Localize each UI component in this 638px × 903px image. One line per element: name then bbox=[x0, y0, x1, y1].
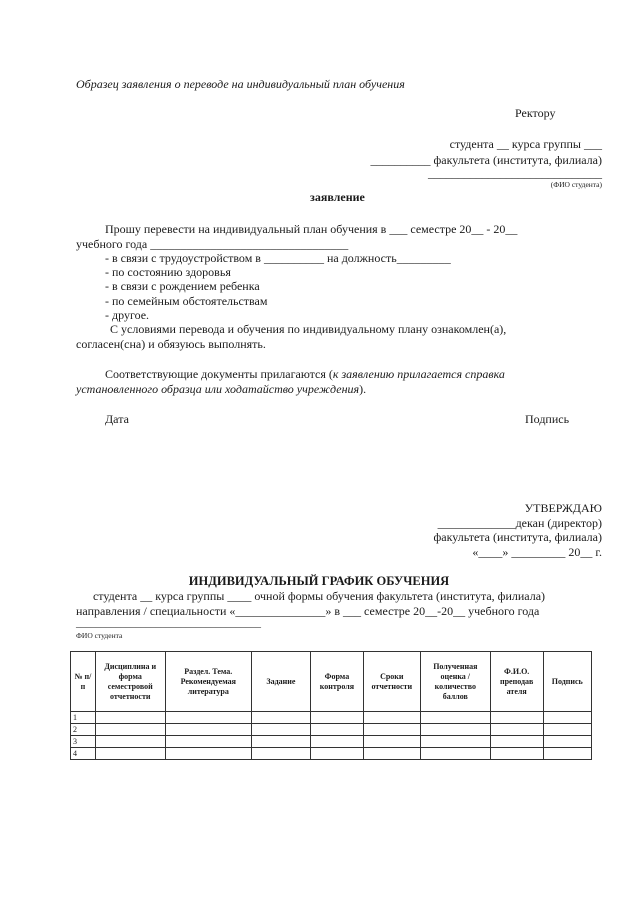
addressee-student-line: студента __ курса группы ___ bbox=[449, 137, 602, 151]
request-line-2: учебного года _________________________________ bbox=[76, 237, 349, 251]
sample-title: Образец заявления о переводе на индивидуальный план обучения bbox=[76, 77, 405, 91]
table-cell bbox=[490, 712, 543, 724]
column-header: Задание bbox=[251, 652, 310, 712]
table-cell bbox=[311, 724, 364, 736]
table-cell bbox=[95, 712, 165, 724]
documents-note: к заявлению прилагается справка bbox=[332, 367, 505, 381]
table-cell bbox=[490, 736, 543, 748]
row-number: 1 bbox=[71, 712, 96, 724]
table-cell bbox=[420, 736, 490, 748]
table-cell bbox=[490, 724, 543, 736]
table-cell bbox=[251, 748, 310, 760]
row-number: 4 bbox=[71, 748, 96, 760]
table-cell bbox=[363, 748, 420, 760]
column-header: Подпись bbox=[543, 652, 591, 712]
table-cell bbox=[420, 748, 490, 760]
table-row bbox=[71, 712, 592, 724]
table-header-row bbox=[71, 652, 592, 712]
table-cell bbox=[95, 736, 165, 748]
application-title: заявление bbox=[310, 190, 365, 204]
row-number: 3 bbox=[71, 736, 96, 748]
documents-line-1 bbox=[105, 367, 505, 382]
table-row bbox=[71, 736, 592, 748]
table-cell bbox=[543, 724, 591, 736]
table-cell bbox=[251, 724, 310, 736]
approval-date-line: «____» _________ 20__ г. bbox=[472, 545, 602, 559]
column-header: Ф.И.О. преподав ателя bbox=[490, 652, 543, 712]
addressee-to: Ректору bbox=[515, 106, 556, 120]
table-cell bbox=[165, 748, 251, 760]
agree-line-1: С условиями перевода и обучения по индивидуальному плану ознакомлен(а), bbox=[110, 322, 507, 336]
documents-prefix: Соответствующие документы прилагаются ( bbox=[105, 367, 333, 381]
table-cell bbox=[420, 712, 490, 724]
column-header: Сроки отчетности bbox=[363, 652, 420, 712]
table-cell bbox=[420, 724, 490, 736]
table-row bbox=[71, 748, 592, 760]
schedule-specialty-line: направления / специальности «_______________» в ___ семестре 20__-20__ учебного года bbox=[76, 604, 540, 618]
reason-item: - другое. bbox=[105, 308, 150, 322]
column-header: Раздел. Тема. Рекомендуемая литература bbox=[165, 652, 251, 712]
table-row bbox=[71, 724, 592, 736]
table-cell bbox=[311, 736, 364, 748]
table-cell bbox=[95, 748, 165, 760]
table-cell bbox=[165, 724, 251, 736]
table-cell bbox=[543, 736, 591, 748]
table-cell bbox=[95, 724, 165, 736]
addressee-fio-line: _____________________________ bbox=[428, 166, 602, 180]
date-label: Дата bbox=[105, 412, 129, 426]
table-cell bbox=[165, 712, 251, 724]
approval-dean-line: _____________декан (директор) bbox=[437, 516, 602, 530]
documents-note-continued: установленного образца или ходатайство учреждения bbox=[76, 382, 360, 396]
reason-item: - в связи с трудоустройством в __________ на должность_________ bbox=[105, 251, 451, 265]
reason-item: - в связи с рождением ребенка bbox=[105, 279, 260, 293]
reason-item: - по состоянию здоровья bbox=[105, 265, 231, 279]
table-cell bbox=[363, 736, 420, 748]
addressee-fio-caption: (ФИО студента) bbox=[550, 180, 602, 189]
table-cell bbox=[251, 712, 310, 724]
documents-suffix: ). bbox=[359, 382, 367, 396]
table-cell bbox=[490, 748, 543, 760]
approval-title: УТВЕРЖДАЮ bbox=[524, 501, 602, 515]
table-cell bbox=[165, 736, 251, 748]
schedule-fio-line: _____________________________________ bbox=[76, 618, 261, 629]
approval-faculty-line: факультета (института, филиала) bbox=[433, 530, 602, 544]
signature-label: Подпись bbox=[525, 412, 570, 426]
schedule-fio-caption: ФИО студента bbox=[76, 631, 123, 640]
column-header: Дисциплина и форма семестровой отчетности bbox=[95, 652, 165, 712]
documents-line-2 bbox=[76, 382, 366, 397]
reason-item: - по семейным обстоятельствам bbox=[105, 294, 268, 308]
row-number: 2 bbox=[71, 724, 96, 736]
column-header: Полученная оценка / количество баллов bbox=[420, 652, 490, 712]
table-cell bbox=[543, 712, 591, 724]
table-cell bbox=[543, 748, 591, 760]
column-header: № п/п bbox=[71, 652, 96, 712]
table-cell bbox=[363, 712, 420, 724]
table-cell bbox=[251, 736, 310, 748]
table-cell bbox=[311, 712, 364, 724]
column-header: Форма контроля bbox=[311, 652, 364, 712]
table-cell bbox=[311, 748, 364, 760]
schedule-title: ИНДИВИДУАЛЬНЫЙ ГРАФИК ОБУЧЕНИЯ bbox=[188, 574, 450, 588]
table-cell bbox=[363, 724, 420, 736]
addressee-faculty-line: __________ факультета (института, филиала) bbox=[370, 153, 602, 167]
agree-line-2: согласен(сна) и обязуюсь выполнять. bbox=[76, 337, 266, 351]
schedule-student-line: студента __ курса группы ____ очной формы обучения факультета (института, филиала) bbox=[92, 589, 546, 603]
schedule-table bbox=[70, 651, 592, 760]
request-line-1: Прошу перевести на индивидуальный план обучения в ___ семестре 20__ - 20__ bbox=[105, 222, 518, 236]
